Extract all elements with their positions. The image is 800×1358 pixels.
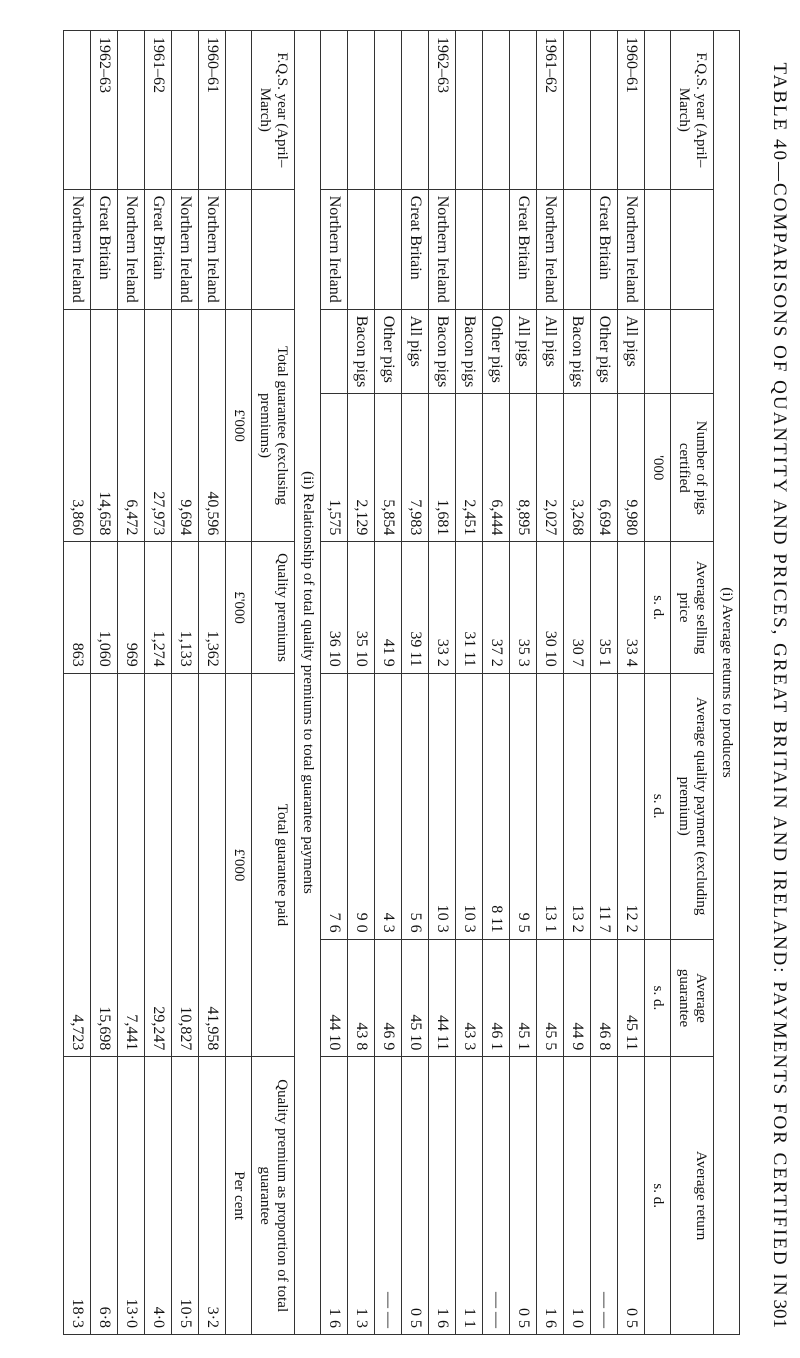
cell-group: Great Britain: [91, 189, 118, 309]
cell-category: Bacon pigs: [456, 309, 483, 394]
cell-group: Great Britain: [510, 189, 537, 309]
cell-group: Northern Ireland: [64, 189, 91, 309]
header-row: [671, 31, 714, 1335]
cell-total: 9,694: [172, 309, 199, 542]
cell-group: Northern Ireland: [618, 189, 645, 309]
table-row: [402, 31, 429, 1335]
cell-group: [564, 189, 591, 309]
cell-paid: 15,698: [91, 673, 118, 1057]
cell-proportion: 10·5: [172, 1057, 199, 1335]
cell-quality: 12 2: [618, 673, 645, 939]
cell-group: [456, 189, 483, 309]
cell-pigs: 9,980: [618, 394, 645, 542]
cell-price: 39 11: [402, 542, 429, 673]
cell-period: 1960–61: [199, 31, 226, 190]
cell-period: [64, 31, 91, 190]
cell-category: Other pigs: [375, 309, 402, 394]
units-row: [645, 31, 671, 1335]
cell-price: 30 10: [537, 542, 564, 673]
unit-thousands: '000: [645, 394, 671, 542]
cell-return: 1 6: [429, 1057, 456, 1335]
cell-category: All pigs: [402, 309, 429, 394]
cell-group: [375, 189, 402, 309]
cell-total: 40,596: [199, 309, 226, 542]
section-row: [714, 31, 740, 1335]
table-row: [564, 31, 591, 1335]
cell-paid: 10,827: [172, 673, 199, 1057]
cell-period: 1961–62: [145, 31, 172, 190]
cell-quality: 10 3: [456, 673, 483, 939]
cell-pigs: 2,027: [537, 394, 564, 542]
cell-guarantee: 45 5: [537, 939, 564, 1057]
cell-category: Bacon pigs: [564, 309, 591, 394]
col-total-paid: Total guarantee paid: [252, 673, 295, 1057]
cell-group: [348, 189, 375, 309]
col-return: Average return: [671, 1057, 714, 1335]
table-caption: TABLE 40—COMPARISONS OF QUANTITY AND PRICES, GREAT BRITAIN AND IRELAND: PAYMENTS FOR CERTIFIED IN: [769, 62, 790, 1298]
page-number: 301: [769, 1299, 790, 1328]
cell-period: 1961–62: [537, 31, 564, 190]
cell-premiums: 1,362: [199, 542, 226, 673]
table-row: [537, 31, 564, 1335]
cell-quality: 8 11: [483, 673, 510, 939]
cell-pigs: 6,694: [591, 394, 618, 542]
cell-paid: 41,958: [199, 673, 226, 1057]
cell-price: 33 4: [618, 542, 645, 673]
col-category: [671, 309, 714, 394]
table-row: [172, 31, 199, 1335]
cell-price: 35 1: [591, 542, 618, 673]
cell-quality: 5 6: [402, 673, 429, 939]
table-row: [64, 31, 91, 1335]
cell-total: 6,472: [118, 309, 145, 542]
cell-guarantee: 44 9: [564, 939, 591, 1057]
cell-period: [564, 31, 591, 190]
col-period-2: F.Q.S. year (April–March): [252, 31, 295, 190]
cell-pigs: 7,983: [402, 394, 429, 542]
cell-period: [510, 31, 537, 190]
cell-guarantee: 44 11: [429, 939, 456, 1057]
table-row: [375, 31, 402, 1335]
part-two-body: [64, 31, 226, 1335]
col-period: F.Q.S. year (April–March): [671, 31, 714, 190]
cell-return: 1 1: [456, 1057, 483, 1335]
table-row: [456, 31, 483, 1335]
cell-quality: 13 2: [564, 673, 591, 939]
cell-premiums: 969: [118, 542, 145, 673]
col-pigs: Number of pigs certified: [671, 394, 714, 542]
cell-period: 1962–63: [429, 31, 456, 190]
cell-group: Northern Ireland: [321, 189, 348, 309]
cell-quality: 4 3: [375, 673, 402, 939]
cell-group: Northern Ireland: [172, 189, 199, 309]
cell-return: 1 0: [564, 1057, 591, 1335]
cell-group: Northern Ireland: [429, 189, 456, 309]
part-one-body: [321, 31, 645, 1335]
cell-pigs: 6,444: [483, 394, 510, 542]
cell-period: [591, 31, 618, 190]
unit-pounds-1: £'000: [226, 309, 252, 542]
cell-return: — —: [375, 1057, 402, 1335]
cell-period: [456, 31, 483, 190]
cell-group: [483, 189, 510, 309]
cell-price: 31 11: [456, 542, 483, 673]
section-title-two: (ii) Relationship of total quality premiums to total guarantee payments: [295, 31, 321, 1335]
cell-return: 0 5: [402, 1057, 429, 1335]
cell-guarantee: 45 11: [618, 939, 645, 1057]
cell-pigs: 3,268: [564, 394, 591, 542]
cell-group: Great Britain: [145, 189, 172, 309]
cell-category: All pigs: [618, 309, 645, 394]
cell-period: [348, 31, 375, 190]
col-group: [671, 189, 714, 309]
cell-price: 41 9: [375, 542, 402, 673]
cell-quality: 13 1: [537, 673, 564, 939]
cell-price: 36 10: [321, 542, 348, 673]
cell-guarantee: 46 8: [591, 939, 618, 1057]
unit-sd-4: s. d.: [645, 1057, 671, 1335]
unit-sd-3: s. d.: [645, 939, 671, 1057]
cell-return: 0 5: [510, 1057, 537, 1335]
cell-pigs: 1,575: [321, 394, 348, 542]
cell-pigs: 8,895: [510, 394, 537, 542]
cell-price: 37 2: [483, 542, 510, 673]
table-row: [429, 31, 456, 1335]
col-proportion: Quality premium as proportion of total guarantee: [252, 1057, 295, 1335]
table-row: [321, 31, 348, 1335]
unit-pounds-3: £'000: [226, 673, 252, 1057]
cell-category: Bacon pigs: [348, 309, 375, 394]
cell-guarantee: 46 1: [483, 939, 510, 1057]
col-quality-premiums: Quality premiums: [252, 542, 295, 673]
cell-total: 27,973: [145, 309, 172, 542]
cell-proportion: 4·0: [145, 1057, 172, 1335]
cell-category: Other pigs: [591, 309, 618, 394]
cell-premiums: 1,133: [172, 542, 199, 673]
cell-return: 1 6: [537, 1057, 564, 1335]
cell-total: 14,658: [91, 309, 118, 542]
cell-proportion: 13·0: [118, 1057, 145, 1335]
cell-period: [172, 31, 199, 190]
col-total-guarantee: Total guarantee (exclusing premiums): [252, 309, 295, 542]
cell-quality: 11 7: [591, 673, 618, 939]
cell-total: 3,860: [64, 309, 91, 542]
cell-premiums: 863: [64, 542, 91, 673]
cell-pigs: 2,129: [348, 394, 375, 542]
cell-return: — —: [591, 1057, 618, 1335]
cell-quality: 7 6: [321, 673, 348, 939]
cell-return: 1 6: [321, 1057, 348, 1335]
cell-price: 33 2: [429, 542, 456, 673]
cell-proportion: 3·2: [199, 1057, 226, 1335]
col-guarantee: Average guarantee: [671, 939, 714, 1057]
table-row: [118, 31, 145, 1335]
cell-proportion: 6·8: [91, 1057, 118, 1335]
cell-period: [321, 31, 348, 190]
units-row-two: [226, 31, 252, 1335]
cell-period: 1962–63: [91, 31, 118, 190]
cell-group: Northern Ireland: [118, 189, 145, 309]
table-row: [199, 31, 226, 1335]
cell-category: Other pigs: [483, 309, 510, 394]
cell-return: 1 3: [348, 1057, 375, 1335]
cell-category: All pigs: [537, 309, 564, 394]
unit-pounds-2: £'000: [226, 542, 252, 673]
table-row: [348, 31, 375, 1335]
table-row: [145, 31, 172, 1335]
cell-proportion: 18·3: [64, 1057, 91, 1335]
table-row: [483, 31, 510, 1335]
cell-price: 30 7: [564, 542, 591, 673]
cell-quality: 10 3: [429, 673, 456, 939]
col-group-2: [252, 189, 295, 309]
cell-price: 35 10: [348, 542, 375, 673]
section-row: [295, 31, 321, 1335]
cell-group: Great Britain: [402, 189, 429, 309]
cell-premiums: 1,060: [91, 542, 118, 673]
header-row-two: [252, 31, 295, 1335]
table-row: [510, 31, 537, 1335]
cell-premiums: 1,274: [145, 542, 172, 673]
table-row: [91, 31, 118, 1335]
cell-guarantee: 45 1: [510, 939, 537, 1057]
cell-period: 1960–61: [618, 31, 645, 190]
cell-group: Northern Ireland: [537, 189, 564, 309]
cell-period: [483, 31, 510, 190]
cell-category: [321, 309, 348, 394]
cell-guarantee: 43 3: [456, 939, 483, 1057]
cell-period: [402, 31, 429, 190]
unit-percent: Per cent: [226, 1057, 252, 1335]
cell-return: 0 5: [618, 1057, 645, 1335]
cell-guarantee: 43 8: [348, 939, 375, 1057]
cell-pigs: 2,451: [456, 394, 483, 542]
unit-sd-2: s. d.: [645, 673, 671, 939]
cell-category: Bacon pigs: [429, 309, 456, 394]
table-row: [591, 31, 618, 1335]
col-price: Average selling price: [671, 542, 714, 673]
cell-guarantee: 46 9: [375, 939, 402, 1057]
cell-group: Northern Ireland: [199, 189, 226, 309]
cell-guarantee: 44 10: [321, 939, 348, 1057]
cell-period: [118, 31, 145, 190]
data-table: [63, 30, 740, 1335]
cell-pigs: 5,854: [375, 394, 402, 542]
cell-price: 35 3: [510, 542, 537, 673]
section-title-one: (i) Average returns to producers: [714, 31, 740, 1335]
cell-paid: 29,247: [145, 673, 172, 1057]
unit-sd-1: s. d.: [645, 542, 671, 673]
cell-group: Great Britain: [591, 189, 618, 309]
cell-category: All pigs: [510, 309, 537, 394]
cell-paid: 4,723: [64, 673, 91, 1057]
cell-paid: 7,441: [118, 673, 145, 1057]
table-row: [618, 31, 645, 1335]
cell-return: — —: [483, 1057, 510, 1335]
col-quality: Average quality payment (excluding premium): [671, 673, 714, 939]
cell-period: [375, 31, 402, 190]
cell-pigs: 1,681: [429, 394, 456, 542]
cell-quality: 9 0: [348, 673, 375, 939]
cell-quality: 9 5: [510, 673, 537, 939]
cell-guarantee: 45 10: [402, 939, 429, 1057]
